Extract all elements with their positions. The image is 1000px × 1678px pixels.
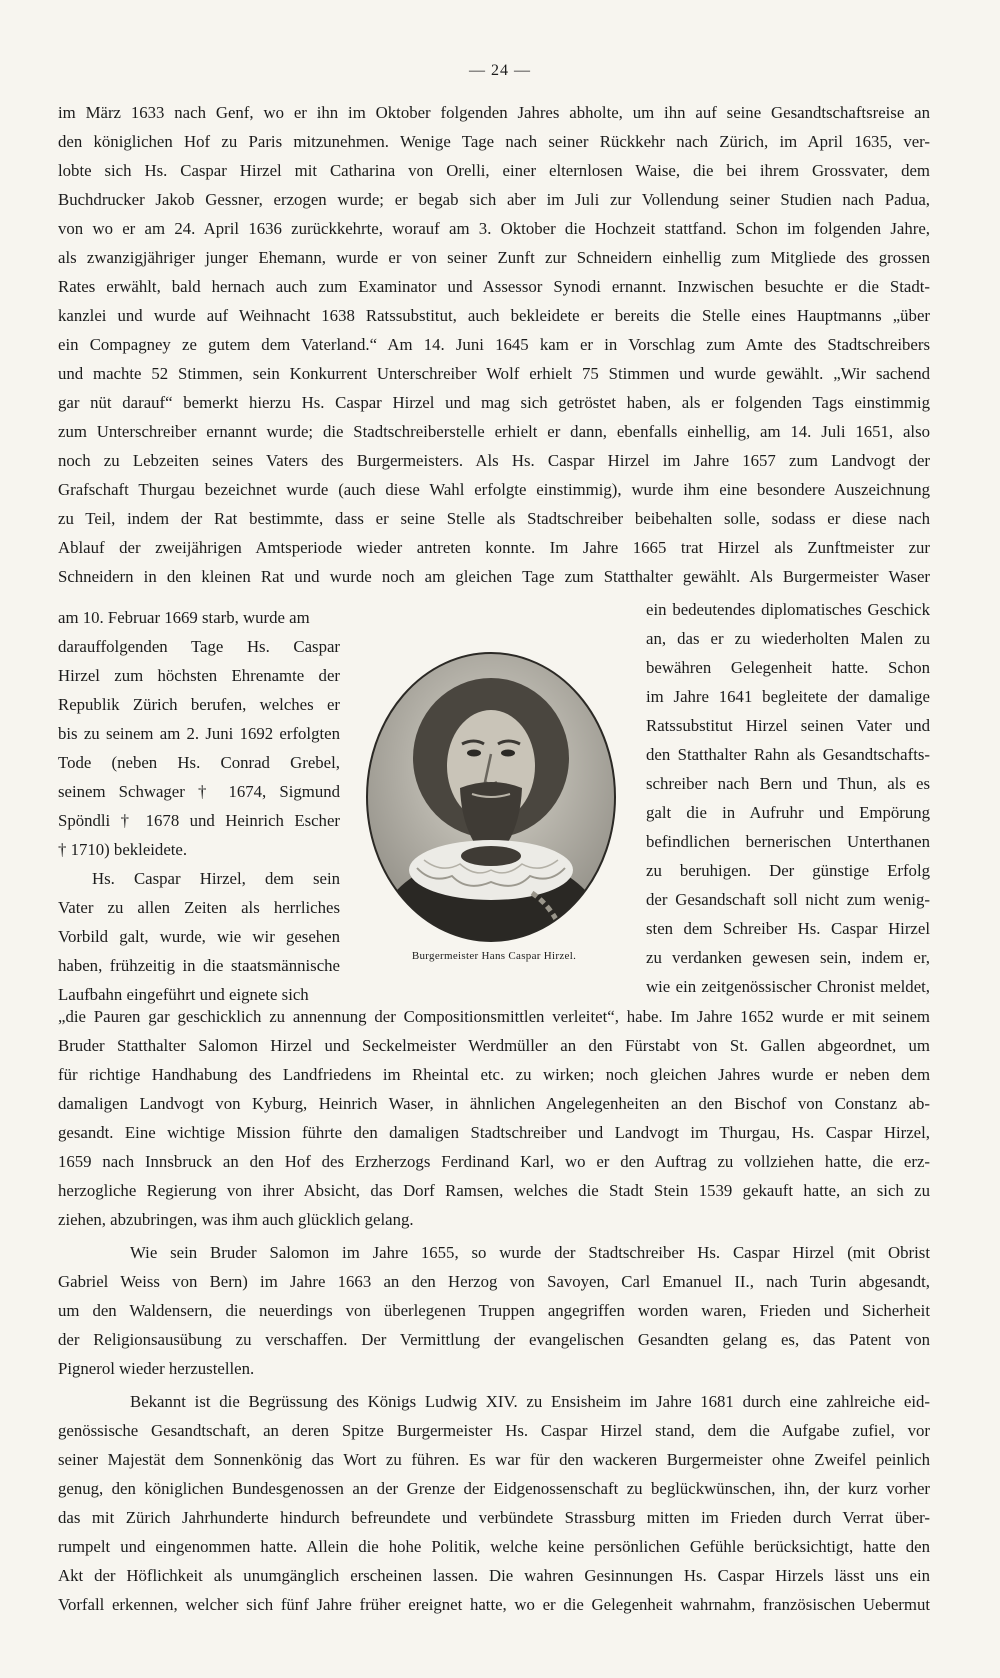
text-line: gar nüt darauf“ bemerkt hierzu Hs. Caspar Hirzel und mag sich getröstet haben, als er folgenden Tags einstimmig: [58, 393, 930, 412]
text-line: den königlichen Hof zu Paris mitzunehmen. Wenige Tage nach seiner Rückkehr nach Zürich, im April 1635, ver-: [58, 132, 930, 151]
right-column-line: zu beruhigen. Der günstige Erfolg: [646, 861, 930, 880]
right-column-line: ein bedeutendes diplomatisches Geschick: [646, 600, 930, 619]
text-line: Gabriel Weiss von Bern) im Jahre 1663 an den Herzog von Savoyen, Carl Emanuel II., nach Turin abgesandt,: [58, 1272, 930, 1291]
text-line: genug, den königlichen Bundesgenossen an der Grenze der Eidgenossenschaft zu beglückwünschen, ihn, der kurz vorher: [58, 1479, 930, 1498]
left-column-line: Spöndli † 1678 und Heinrich Escher: [58, 811, 340, 830]
text-line: ein Compagney ze gutem dem Vaterland.“ Am 14. Juni 1645 kam er in Vorschlag zum Amte des Stadtschreibers: [58, 335, 930, 354]
right-column-line: wie ein zeitgenössischer Chronist meldet,: [646, 977, 930, 996]
text-line: als zwanzigjähriger junger Ehemann, wurde er von seiner Zunft zur Schneidern einhellig zum Mitgliede des grossen: [58, 248, 930, 267]
text-line: noch zu Lebzeiten seines Vaters des Burgermeisters. Als Hs. Caspar Hirzel im Jahre 1657 zum Landvogt der: [58, 451, 930, 470]
text-line: Pignerol wieder herzustellen.: [58, 1359, 255, 1378]
text-line: um den Waldensern, die neuerdings von überlegenen Truppen angegriffen worden waren, Frieden und Sicherheit: [58, 1301, 930, 1320]
right-column-line: befindlichen bernerischen Unterthanen: [646, 832, 930, 851]
portrait-caption: Burgermeister Hans Caspar Hirzel.: [411, 950, 577, 962]
right-column-line: sten dem Schreiber Hs. Caspar Hirzel: [646, 919, 930, 938]
right-column-line: den Statthalter Rahn als Gesandtschafts-: [646, 745, 930, 764]
text-line: 1659 nach Innsbruck an den Hof des Erzherzogs Ferdinand Karl, wo er den Auftrag zu vollziehen hatte, die erz-: [58, 1152, 930, 1171]
right-column-line: im Jahre 1641 begleitete der damalige: [646, 687, 930, 706]
text-line: Rates erwählt, bald hernach auch zum Examinator und Assessor Synodi ernannt. Inzwischen besuchte er die Stadt-: [58, 277, 930, 296]
text-line: damaligen Landvogt von Kyburg, Heinrich Waser, in ähnlichen Angelegenheiten an den Bischof von Constanz ab-: [58, 1094, 930, 1113]
text-line: und machte 52 Stimmen, sein Konkurrent Unterschreiber Wolf erhielt 75 Stimmen und wurde gewählt. „Wir sachend: [58, 364, 930, 383]
right-column-line: der Gesandschaft soll nicht zum wenig-: [646, 890, 930, 909]
text-line: von wo er am 24. April 1636 zurückkehrte, worauf am 3. Oktober die Hochzeit stattfand. Schon im folgenden Jahre,: [58, 219, 930, 238]
text-line: Bruder Statthalter Salomon Hirzel und Seckelmeister Werdmüller an den Fürstabt von St. Gallen abgeordnet, um: [58, 1036, 930, 1055]
text-line: Schneidern in den kleinen Rat und wurde noch am gleichen Tage zum Statthalter gewählt. Als Burgermeister Waser: [58, 567, 930, 586]
text-line: Wie sein Bruder Salomon im Jahre 1655, so wurde der Stadtschreiber Hs. Caspar Hirzel (mit Obrist: [130, 1243, 930, 1262]
text-line: herzogliche Regierung von ihrer Absicht, das Dorf Ramsen, welches die Stadt Stein 1539 gekauft hatte, an sich zu: [58, 1181, 930, 1200]
left-column-line: am 10. Februar 1669 starb, wurde am: [58, 608, 310, 627]
right-column-line: Ratssubstitut Hirzel seinen Vater und: [646, 716, 930, 735]
text-line: zu Teil, indem der Rat bestimmte, dass er seine Stelle als Stadtschreiber beibehalten solle, sodass er diese nach: [58, 509, 930, 528]
left-column-line: seinem Schwager † 1674, Sigmund: [58, 782, 340, 801]
text-line: genössische Gesandtschaft, an deren Spitze Burgermeister Hs. Caspar Hirzel stand, dem die Aufgabe zufiel, vor: [58, 1421, 930, 1440]
text-line: „die Pauren gar geschicklich zu annennung der Compositionsmittlen verleitet“, habe. Im Jahre 1652 wurde er mit seinem: [58, 1007, 930, 1026]
text-line: im März 1633 nach Genf, wo er ihn im Oktober folgenden Jahres abholte, um ihn auf seine Gesandtschaftsreise an: [58, 103, 930, 122]
text-line: rumpelt und eingenommen hatte. Allein die hohe Politik, welche keine persönlichen Gefühle berücksichtigt, hatte den: [58, 1537, 930, 1556]
right-column-line: an, das er zu wiederholten Malen zu: [646, 629, 930, 648]
text-line: das mit Zürich Jahrhunderte hindurch befreundete und verbündete Strassburg mitten im Frieden durch Verrat über-: [58, 1508, 930, 1527]
text-line: Grafschaft Thurgau bezeichnet wurde (auch diese Wahl erfolgte einstimmig), wurde ihm eine besondere Auszeichnung: [58, 480, 930, 499]
text-line: Bekannt ist die Begrüssung des Königs Ludwig XIV. zu Ensisheim im Jahre 1681 durch eine zahlreiche eid-: [130, 1392, 930, 1411]
left-column-line: Vater zu allen Zeiten als herrliches: [58, 898, 340, 917]
left-column-line: Hs. Caspar Hirzel, dem sein: [92, 869, 340, 888]
text-line: kanzlei und wurde auf Weihnacht 1638 Ratssubstitut, auch bekleidete er bereits die Stelle eines Hauptmanns „über: [58, 306, 930, 325]
text-line: zum Unterschreiber ernannt wurde; die Stadtschreiberstelle erhielt er dann, ebenfalls einhellig, am 14. Juli 1651, also: [58, 422, 930, 441]
left-column-line: Republik Zürich berufen, welches er: [58, 695, 340, 714]
text-line: ziehen, abzubringen, was ihm auch glücklich gelang.: [58, 1210, 414, 1229]
text-line: Buchdrucker Jakob Gessner, erzogen wurde; er begab sich aber im Juli zur Vollendung seiner Studien nach Padua,: [58, 190, 930, 209]
text-line: der Religionsausübung zu verschaffen. Der Vermittlung der evangelischen Gesandten gelang es, das Patent von: [58, 1330, 930, 1349]
text-line: Vorfall erkennen, welcher sich fünf Jahre früher ereignet hatte, wo er die Gelegenheit wahrnahm, französischen Uebermut: [58, 1595, 930, 1614]
left-column-line: bis zu seinem am 2. Juni 1692 erfolgten: [58, 724, 340, 743]
left-column-line: haben, frühzeitig in die staatsmännische: [58, 956, 340, 975]
text-line: lobte sich Hs. Caspar Hirzel mit Catharina von Orelli, einer elternlosen Waise, die bei ihrem Grossvater, dem: [58, 161, 930, 180]
left-column-line: darauffolgenden Tage Hs. Caspar: [58, 637, 340, 656]
right-column-line: schreiber nach Bern und Thun, als es: [646, 774, 930, 793]
text-line: seiner Majestät dem Sonnenkönig das Wort zu führen. Es war für den wackeren Burgermeister ohne Zweifel peinlich: [58, 1450, 930, 1469]
right-column-line: galt die in Aufruhr und Empörung: [646, 803, 930, 822]
page-number: — 24 —: [469, 62, 531, 79]
right-column-line: zu verdanken gewesen sein, indem er,: [646, 948, 930, 967]
text-line: für richtige Handhabung des Landfriedens im Rheintal etc. zu wirken; noch gleichen Jahres wurde er neben dem: [58, 1065, 930, 1084]
text-line: Akt der Höflichkeit als unumgänglich erscheinen lassen. Die wahren Gesinnungen Hs. Caspar Hirzels lässt uns ein: [58, 1566, 930, 1585]
text-line: Ablauf der zweijährigen Amtsperiode wieder antreten konnte. Im Jahre 1665 trat Hirzel als Zunftmeister zur: [58, 538, 930, 557]
left-column-line: Hirzel zum höchsten Ehrenamte der: [58, 666, 340, 685]
left-column-line: Laufbahn eingeführt und eignete sich: [58, 985, 309, 1004]
portrait-image: [362, 648, 620, 946]
text-line: gesandt. Eine wichtige Mission führte den damaligen Stadtschreiber und Landvogt im Thurgau, Hs. Caspar Hirzel,: [58, 1123, 930, 1142]
left-column-line: Vorbild galt, wurde, wie wir gesehen: [58, 927, 340, 946]
left-column-line: Tode (neben Hs. Conrad Grebel,: [58, 753, 340, 772]
left-column-line: † 1710) bekleidete.: [58, 840, 188, 859]
right-column-line: bewähren Gelegenheit hatte. Schon: [646, 658, 930, 677]
